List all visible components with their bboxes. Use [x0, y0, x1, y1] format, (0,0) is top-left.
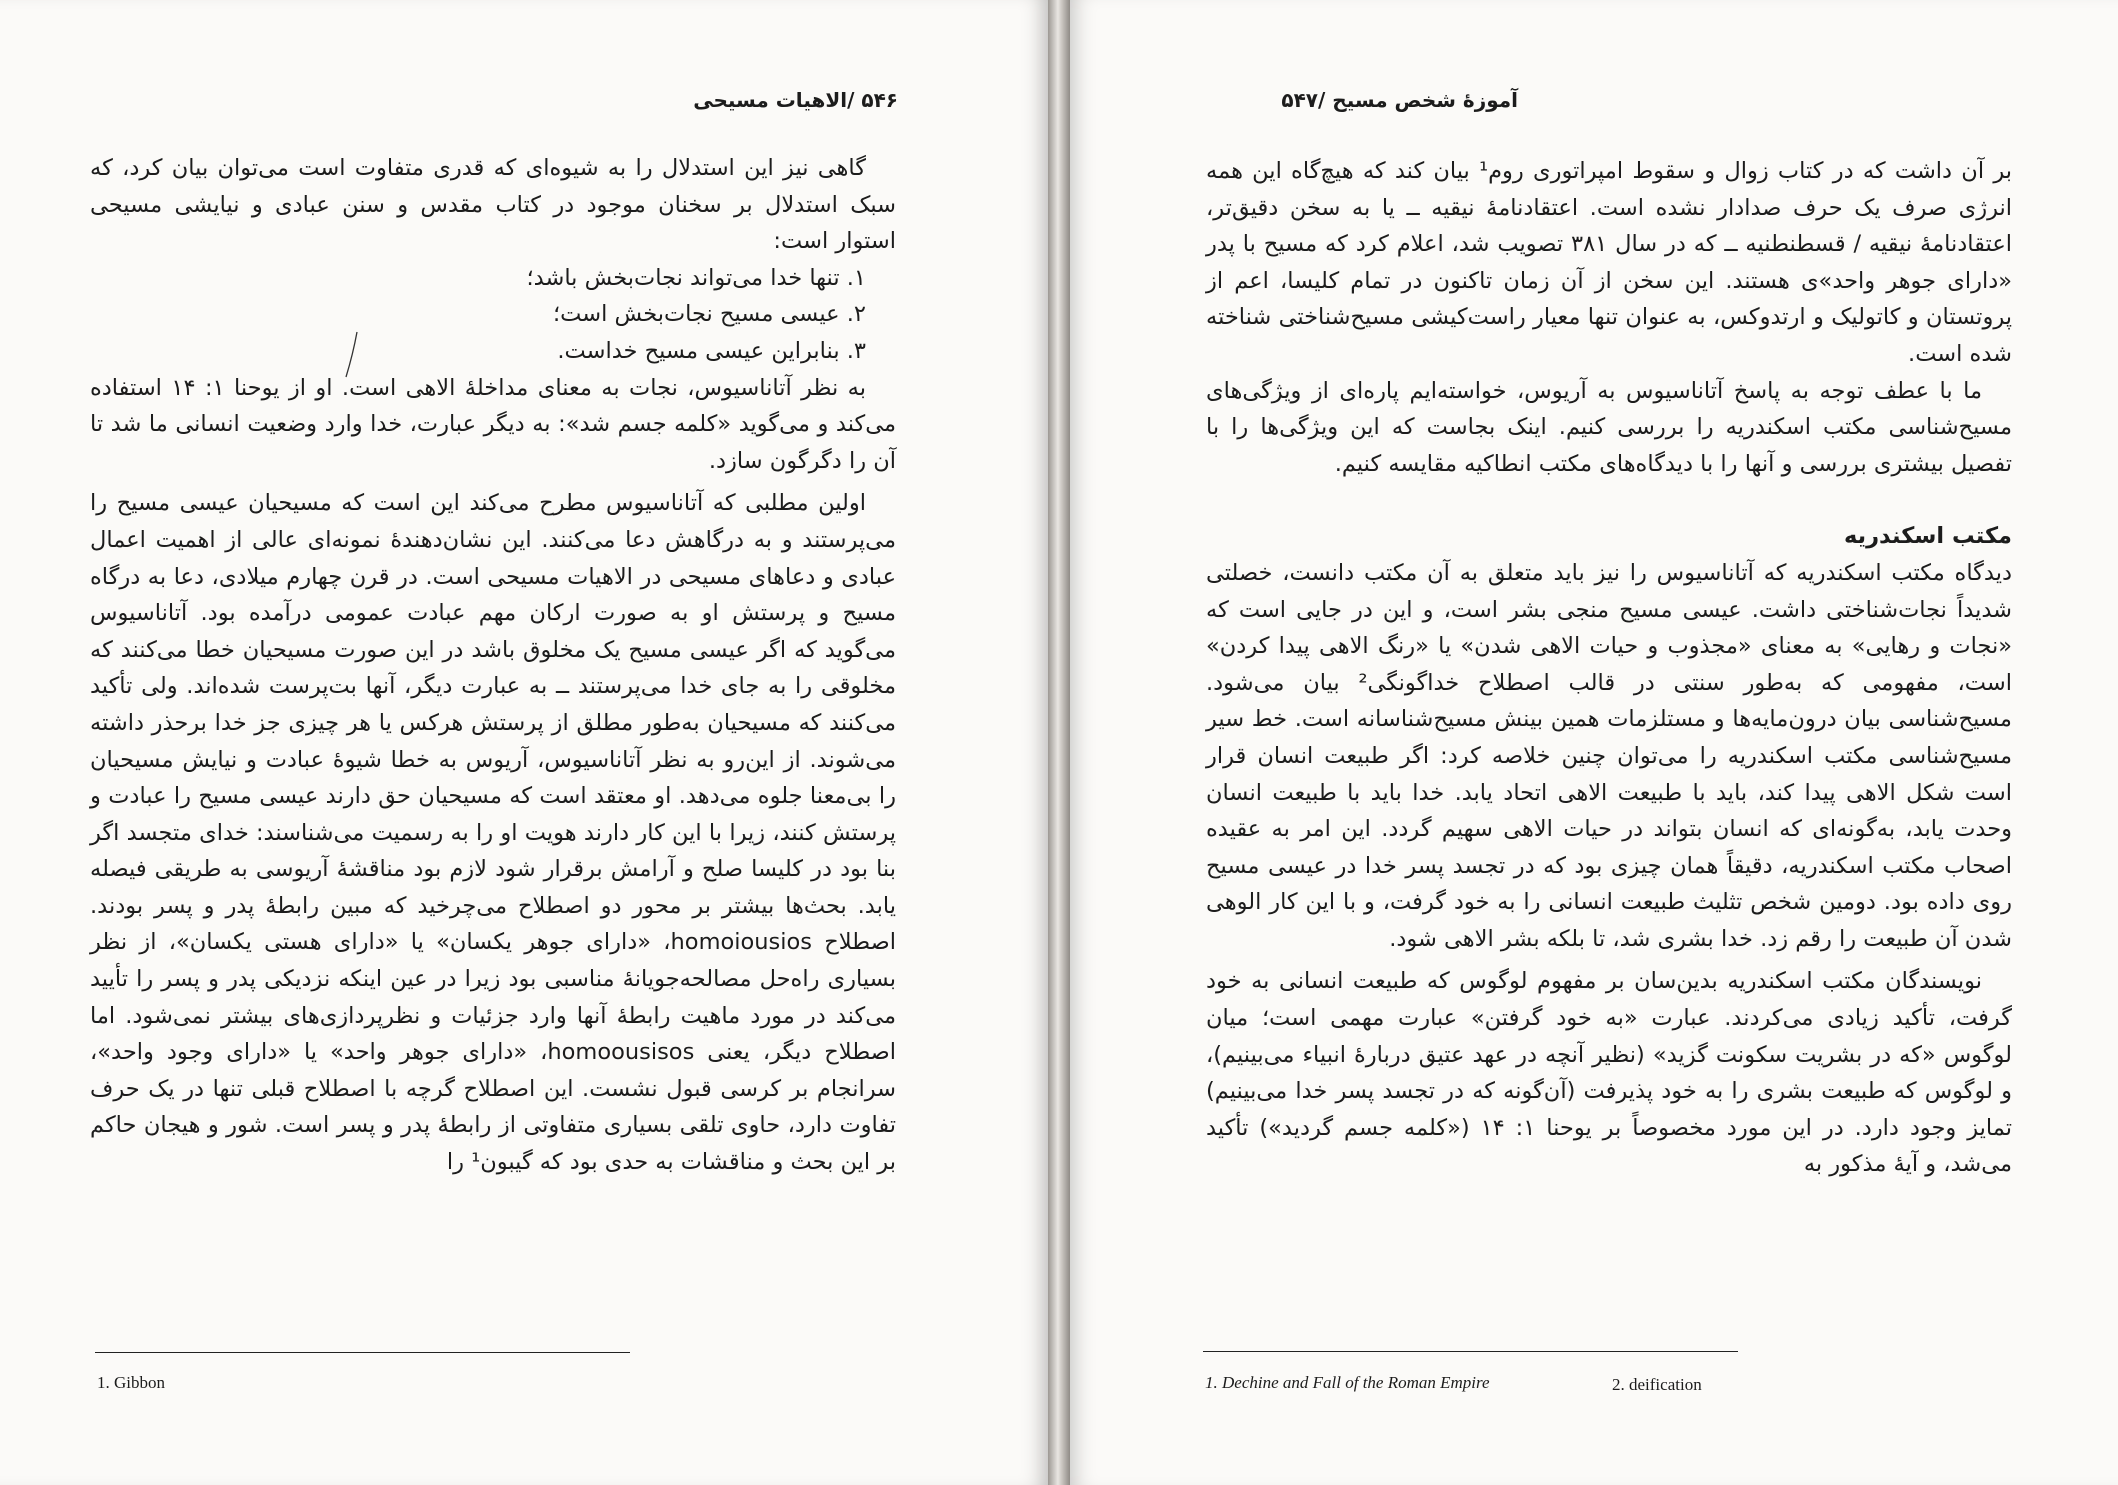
list-item: ۲. عیسی مسیح نجات‌بخش است؛ — [553, 301, 866, 328]
paragraph: نویسندگان مکتب اسکندریه بدین‌سان بر مفهوم لوگوس که طبیعت انسانی به خود گرفت، تأکید زیادی می‌کردند. عبارت «به خود گرفتن» عبارت مهمی است؛ میان لوگوس «که در بشریت سکونت گزید» (نظیر آنچه در عهد عتیق دربارهٔ انبیاء می‌بینیم)، و لوگوس که طبیعت بشری را به خود پذیرفت (آن‌گونه که در تجسد پسر خدا می‌بینیم) تمایز وجود دارد. در این مورد مخصوصاً بر یوحنا ۱: ۱۴ («کلمه جسم گردید») تأکید می‌شد، و آیهٔ مذکور به — [1206, 968, 2013, 1178]
paragraph: بر آن داشت که در کتاب زوال و سقوط امپراتوری روم¹ بیان کند که هیچ‌گاه این همه انرژی صرف یک حرف صدادار نشده است. اعتقادنامهٔ نیقیه ــ یا به سخن دقیق‌تر، اعتقادنامهٔ نیقیه / قسطنطنیه ــ که در سال ۳۸۱ تصویب شد، اعلام کرد که مسیح با پدر «دارای جوهر واحد»ی هستند. این سخن از آن زمان تاکنون در تمام کلیسا، اعم از پروتستان و کاتولیک و ارتدوکس، به عنوان تنها معیار راست‌کیشی مسیح‌شناختی شناخته شده است. — [1206, 158, 2012, 367]
page-header: آموزهٔ شخص مسیح /۵۴۷ — [1281, 88, 1518, 112]
left-page — [0, 0, 1048, 1485]
list-item: ۱. تنها خدا می‌تواند نجات‌بخش باشد؛ — [526, 264, 866, 291]
page-body — [90, 150, 896, 1181]
paragraph: دیدگاه مکتب اسکندریه که آتاناسیوس را نیز باید متعلق به آن مکتب دانست، خصلتی شدیداً نجات‌شناختی داشت. عیسی مسیح منجی بشر است، و این در جایی است که «نجات و رهایی» به معنای «مجذوب و حیات الاهی شدن» یا «رنگ الاهی پیدا کردن» است، مفهومی که به‌طور سنتی در قالب اصطلاح خداگونگی² بیان می‌شود. مسیح‌شناسی بیان درون‌مایه‌ها و مستلزمات همین بینش مسیح‌شناسانه است. خط سیر مسیح‌شناسی مکتب اسکندریه را می‌توان چنین خلاصه کرد: اگر طبیعت انسان قرار است شکل الاهی پیدا کند، باید با طبیعت الاهی اتحاد یابد. خدا باید با طبیعت انسان وحدت یابد، به‌گونه‌ای که انسان بتواند در حیات الاهی سهیم گردد. این امر به عقیده اصحاب مکتب اسکندریه، دقیقاً همان چیزی بود که در تجسد پسر خدا در عیسی مسیح روی داده بود. دومین شخص تثلیث طبیعت انسانی را به خود گرفت، و با این کار الوهی شدن آن طبیعت را رقم زد. خدا بشری شد، تا بلکه بشر الاهی شود. — [1206, 559, 2012, 952]
footnote: 1. Gibbon — [97, 1373, 165, 1392]
list-item: ۳. بنابراین عیسی مسیح خداست. — [557, 337, 866, 364]
section-heading: مکتب اسکندریه — [1843, 523, 2012, 550]
paragraph: اولین مطلبی که آتاناسیوس مطرح می‌کند این است که مسیحیان عیسی مسیح را می‌پرستند و به درگاهش دعا می‌کنند. این نشان‌دهندهٔ نمونه‌ای عالی از اهمیت اعمال عبادی و دعاهای مسیحی در الاهیات مسیحی است. در قرن چهارم میلادی، دعا به درگاه مسیح و پرستش او به صورت ارکان مهم عبادت عمومی درآمده بود. آتاناسیوس می‌گوید که اگر عیسی مسیح یک مخلوق باشد در این صورت مسیحیان خطا می‌کنند که مخلوقی را به جای خدا می‌پرستند ــ به عبارت دیگر، آنها بت‌پرست شده‌اند. ولی تأکید می‌کنند که مسیحیان به‌طور مطلق از پرستش هرکس یا هر چیزی جز خدا برحذر داشته می‌شوند. از این‌رو به نظر آتاناسیوس، آریوس به خطا شیوهٔ عبادت و نیایش مسیحیان را بی‌معنا جلوه می‌دهد. او معتقد است که مسیحیان حق دارند عیسی مسیح را عبادت و پرستش کنند، زیرا با این کار دارند هویت او را به رسمیت می‌شناسند: خدای متجسد اگر بنا بود در کلیسا صلح و آرامش برقرار شود لازم بود مناقشهٔ آریوسی به طریقی فیصله یابد. بحث‌ها بیشتر بر محور دو اصطلاح می‌چرخید که مبین رابطهٔ پدر و پسر بودند. اصطلاح homoiousios، «دارای جوهر یکسان» یا «دارای هستی یکسان»، از نظر بسیاری راه‌حل مصالحه‌جویانهٔ مناسبی بود زیرا در عین اینکه نزدیکی پدر و پسر را تأیید می‌کند در مورد ماهیت رابطهٔ آنها وارد جزئیات و نظرپردازی‌های بیشتر نمی‌شود. اما اصطلاح دیگر، یعنی homoousisos، «دارای جوهر واحد» یا «دارای وجود واحد»، سرانجام بر کرسی قبول نشست. این اصطلاح گرچه با اصطلاح قبلی تنها در یک حرف تفاوت دارد، حاوی تلقی بسیاری متفاوتی از رابطهٔ پدر و پسر است. شور و هیجان حاکم بر این بحث و مناقشات به حدی بود که گیبون¹ را — [90, 490, 897, 1176]
paragraph: گاهی نیز این استدلال را به شیوه‌ای که قدری متفاوت است می‌توان بیان کرد، که سبک استدلال بر سخنان موجود در کتاب مقدس و سنن عبادی و نیایشی مسیحی استوار است: — [90, 155, 896, 255]
book-gutter — [1048, 0, 1070, 1485]
page-body — [1206, 153, 2012, 1183]
footnote-rule — [95, 1352, 630, 1353]
footnote: 1. Dechine and Fall of the Roman Empire — [1205, 1373, 1490, 1392]
right-page — [1070, 0, 2118, 1485]
pen-mark — [343, 330, 361, 380]
page-header: ۵۴۶ /الاهیات مسیحی — [693, 88, 898, 112]
footnote: 2. deification — [1612, 1375, 1702, 1394]
paragraph: ما با عطف توجه به پاسخ آتاناسیوس به آریوس، خواسته‌ایم پاره‌ای از ویژگی‌های مسیح‌شناسی مکتب اسکندریه را بررسی کنیم. اینک بجاست که این ویژگی‌ها را با تفصیل بیشتری بررسی و آنها را با دیدگاه‌های مکتب انطاکیه مقایسه کنیم. — [1206, 377, 2012, 477]
paragraph: به نظر آتاناسیوس، نجات به معنای مداخلهٔ الاهی است. او از یوحنا ۱: ۱۴ استفاده می‌کند و می‌گوید «کلمه جسم شد»: به دیگر عبارت، خدا وارد وضعیت انسانی ما شد تا آن را دگرگون سازد. — [90, 374, 896, 474]
footnote-rule — [1203, 1351, 1738, 1352]
